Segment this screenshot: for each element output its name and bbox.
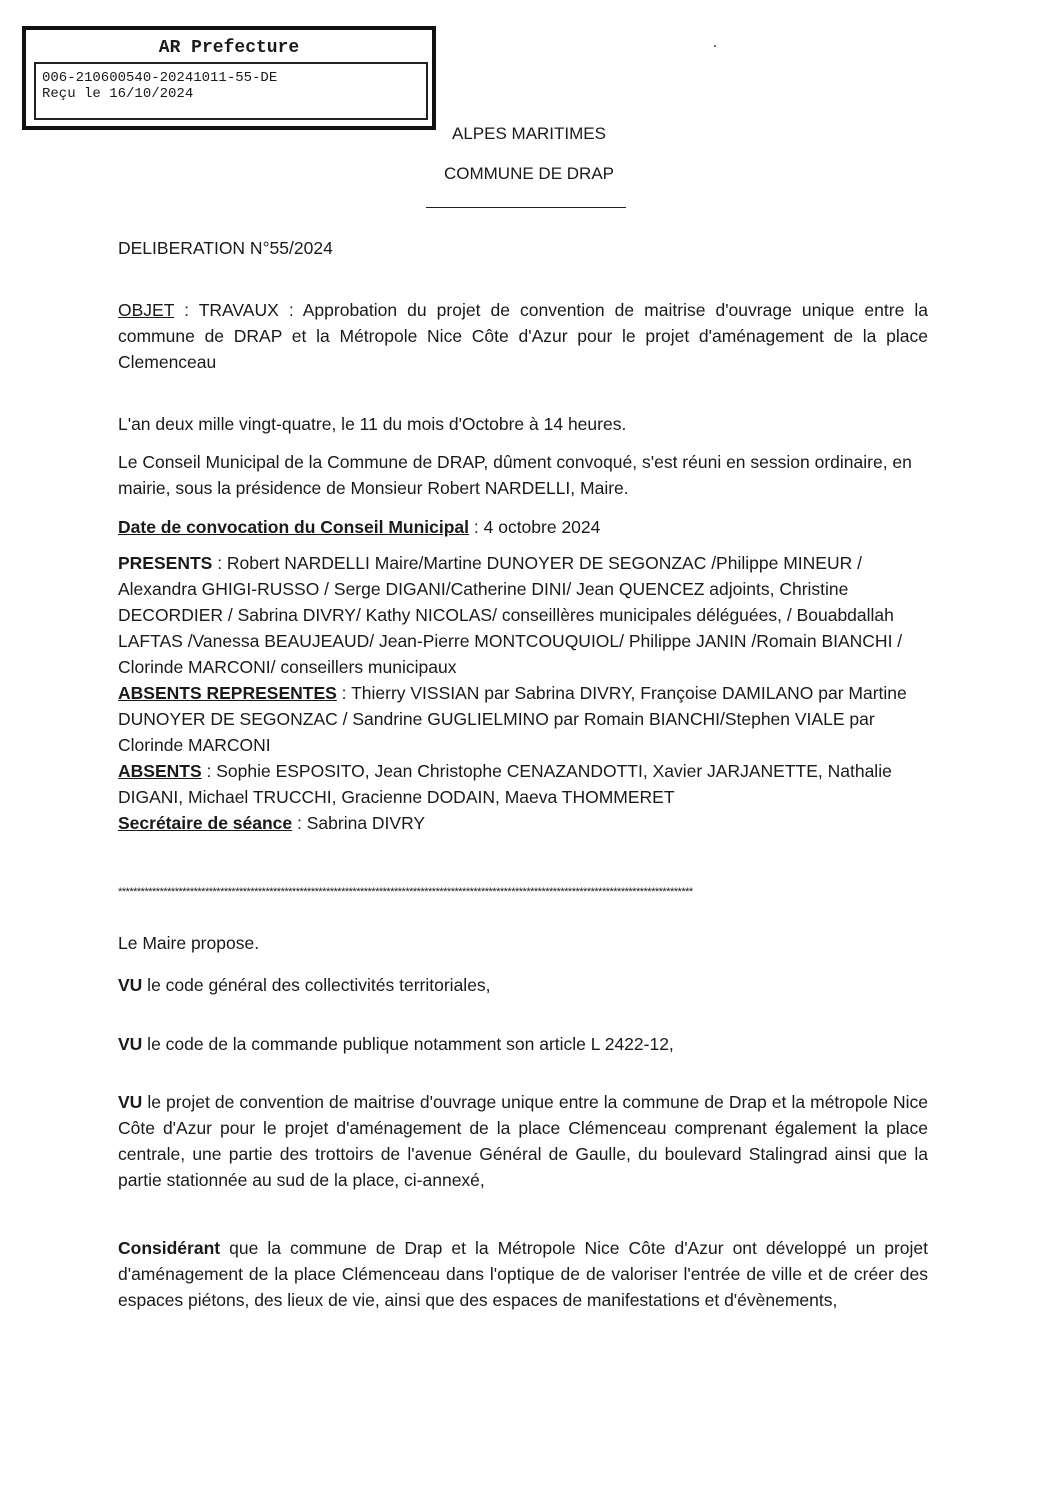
presents-list: : Robert NARDELLI Maire/Martine DUNOYER DE SEGONZAC /Philippe MINEUR / Alexandra GHIGI-RUSSO / Serge DIGANI/Catherine DINI/ Jean QUENCEZ adjoints, Christine DECORDIER / Sabrina DIVRY/ Kathy NICOLAS/ conseillères municipales déléguées, / Bouabdallah LAFTAS /Vanessa BEAUJEAUD/ Jean-Pierre MONTCOUQUIOL/ Philippe JANIN /Romain BIANCHI / Clorinde MARCONI/ conseillers municipaux: [118, 553, 903, 677]
vu-cgct-text: le code général des collectivités territoriales,: [142, 975, 491, 995]
absents-list: : Sophie ESPOSITO, Jean Christophe CENAZANDOTTI, Xavier JARJANETTE, Nathalie DIGANI, Michael TRUCCHI, Gracienne DODAIN, Maeva THOMMERET: [118, 761, 892, 807]
session-date: L'an deux mille vingt-quatre, le 11 du mois d'Octobre à 14 heures.: [118, 414, 627, 434]
department-heading: ALPES MARITIMES: [452, 124, 606, 143]
represented-paragraph: [118, 680, 928, 758]
asterisk-separator: ********************************************************************************************************************************************************: [118, 886, 693, 898]
council-statement: Le Conseil Municipal de la Commune de DRAP, dûment convoqué, s'est réuni en session ordinaire, en mairie, sous la présidence de Monsieur Robert NARDELLI, Maire.: [118, 452, 912, 498]
considering-text: que la commune de Drap et la Métropole Nice Côte d'Azur ont développé un projet d'aménagement de la place Clémenceau dans l'optique de de valoriser l'entrée de ville et de créer des espaces piétons, des lieux de vie, ainsi que des espaces de manifestations et d'évènements,: [118, 1238, 928, 1310]
vu-label: VU: [118, 975, 143, 995]
object-paragraph: [118, 297, 928, 375]
absents-paragraph: [118, 758, 928, 810]
mayor-proposes: Le Maire propose.: [118, 933, 260, 953]
presents-label: PRESENTS: [118, 553, 213, 573]
secretary-paragraph: [118, 810, 928, 836]
scan-speck: [714, 45, 716, 47]
object-label: OBJET: [118, 300, 175, 320]
presents-paragraph: [118, 550, 928, 680]
heading-divider: [426, 207, 626, 208]
vu-convention-text: le projet de convention de maitrise d'ouvrage unique entre la commune de Drap et la métropole Nice Côte d'Azur pour le projet d'aménagement de la place Clémenceau comprenant également la place centrale, une partie des trottoirs de l'avenue Général de Gaulle, du boulevard Stalingrad ainsi que la partie stationnée au sud de la place, ci-annexé,: [118, 1092, 928, 1190]
commune-heading: COMMUNE DE DRAP: [443, 164, 614, 183]
object-separator: :: [174, 300, 199, 320]
considering-paragraph: [118, 1235, 928, 1313]
vu-public-procurement-text: le code de la commande publique notamment son article L 2422-12,: [142, 1034, 674, 1054]
vu-cgct: [118, 972, 928, 998]
prefecture-stamp: [22, 26, 436, 130]
stamp-title: AR Prefecture: [158, 38, 300, 58]
object-text: TRAVAUX : Approbation du projet de convention de maitrise d'ouvrage unique entre la commune de DRAP et la Métropole Nice Côte d'Azur pour le projet d'aménagement de la place Clemenceau: [118, 300, 928, 372]
convocation-date: : 4 octobre 2024: [469, 517, 601, 537]
secretary-label: Secrétaire de séance: [118, 813, 293, 833]
stamp-details: [34, 62, 428, 120]
represented-list: : Thierry VISSIAN par Sabrina DIVRY, Françoise DAMILANO par Martine DUNOYER DE SEGONZAC / Sandrine GUGLIELMINO par Romain BIANCHI/Stephen VIALE par Clorinde MARCONI: [118, 683, 907, 755]
vu-label: VU: [118, 1092, 143, 1112]
represented-label: ABSENTS REPRESENTES: [118, 683, 337, 703]
vu-public-procurement: [118, 1031, 928, 1057]
considering-label: Considérant: [118, 1238, 221, 1258]
absents-label: ABSENTS: [118, 761, 202, 781]
stamp-reference: 006-210600540-20241011-55-DE: [42, 70, 278, 86]
attendance-block: [118, 550, 928, 836]
convocation-line: [118, 514, 928, 540]
stamp-received-date: Reçu le 16/10/2024: [42, 86, 194, 102]
vu-label: VU: [118, 1034, 143, 1054]
deliberation-number: DELIBERATION N°55/2024: [118, 238, 333, 258]
vu-convention-project: [118, 1089, 928, 1193]
secretary-name: : Sabrina DIVRY: [292, 813, 426, 833]
convocation-label: Date de convocation du Conseil Municipal: [118, 517, 470, 537]
